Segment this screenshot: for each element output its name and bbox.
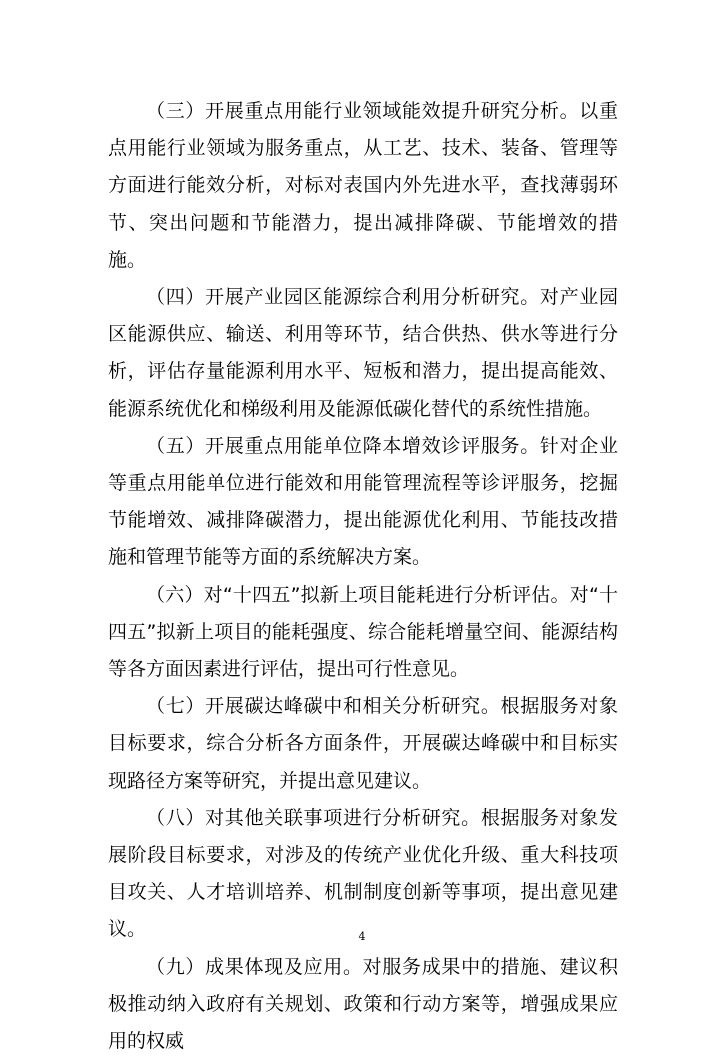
paragraph-section-4: （四）开展产业园区能源综合利用分析研究。对产业园区能源供应、输送、利用等环节，结合供热、供水等进行分析，评估存量能源利用水平、短板和潜力，提出提高能效、能源系统优化和梯级利用及能源低碳化替代的系统性措施。 — [108, 286, 618, 420]
paragraph-section-5: （五）开展重点用能单位降本增效诊评服务。针对企业等重点用能单位进行能效和用能管理流程等诊评服务，挖掘节能增效、减排降碳潜力，提出能源优化利用、节能技改措施和管理节能等方面的系统解决方案。 — [108, 434, 618, 569]
paragraph-section-6: （六）对“十四五”拟新上项目能耗进行分析评估。对“十四五”拟新上项目的能耗强度、综合能耗增量空间、能源结构等各方面因素进行评估，提出可行性意见。 — [108, 583, 618, 681]
paragraph-section-3: （三）开展重点用能行业领域能效提升研究分析。以重点用能行业领域为服务重点，从工艺、技术、装备、管理等方面进行能效分析，对标对表国内外先进水平，查找薄弱环节、突出问题和节能潜力，提出减排降碳、节能增效的措施。 — [108, 100, 618, 271]
document-body — [108, 93, 618, 1060]
paragraph-section-7: （七）开展碳达峰碳中和相关分析研究。根据服务对象目标要求，综合分析各方面条件，开展碳达峰碳中和目标实现路径方案等研究，并提出意见建议。 — [108, 695, 618, 792]
paragraph-section-8: （八）对其他关联事项进行分析研究。根据服务对象发展阶段目标要求，对涉及的传统产业优化升级、重大科技项目攻关、人才培训培养、机制制度创新等事项，提出意见建议。 — [108, 806, 618, 941]
paragraph-section-9: （九）成果体现及应用。对服务成果中的措施、建议积极推动纳入政府有关规划、政策和行动方案等，增强成果应用的权威 — [108, 955, 618, 1053]
page-number: 4 — [358, 930, 366, 943]
